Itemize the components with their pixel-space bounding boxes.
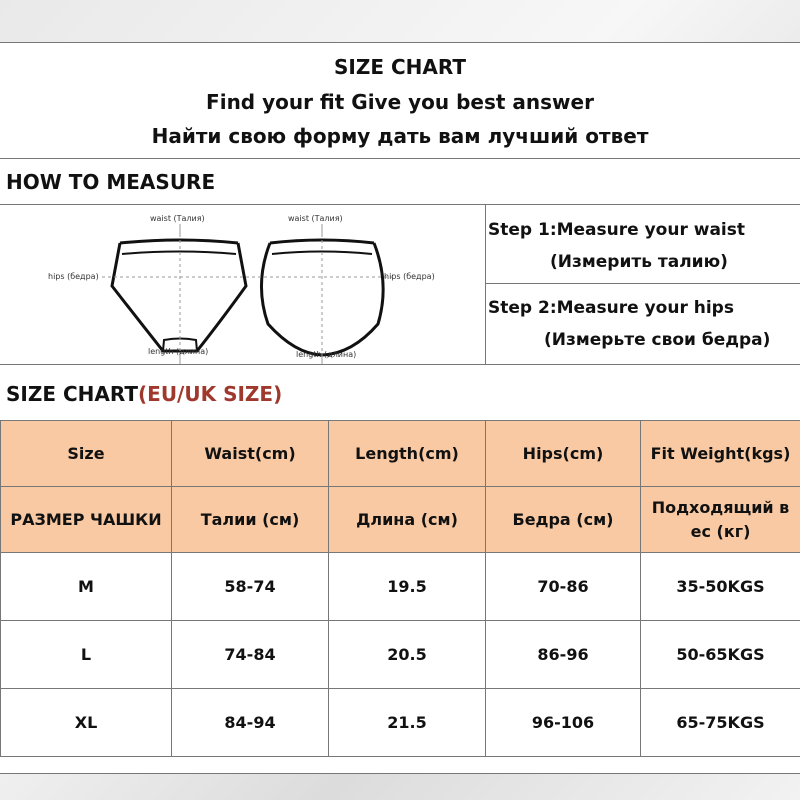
size-chart-label-region: (EU/UK SIZE) <box>138 382 283 406</box>
subtitle-russian: Найти свою форму дать вам лучший ответ <box>151 124 649 148</box>
column-header: Length(cm) <box>329 421 486 487</box>
page-title: SIZE CHART <box>333 55 466 79</box>
column-header: Длина (см) <box>329 487 486 553</box>
column-header: Fit Weight(kgs) <box>641 421 800 487</box>
column-header: Бедра (см) <box>486 487 641 553</box>
column-header: Талии (см) <box>172 487 329 553</box>
table-cell: 35-50KGS <box>641 553 800 621</box>
table-cell: L <box>1 621 172 689</box>
table-cell: 21.5 <box>329 689 486 757</box>
table-header-russian <box>1 487 800 553</box>
table-cell: 65-75KGS <box>641 689 800 757</box>
subtitle-english: Find your fit Give you best answer <box>206 90 594 114</box>
underwear-diagram-icon <box>0 204 485 364</box>
header <box>0 43 800 159</box>
table-header-english <box>1 421 800 487</box>
table-cell: 74-84 <box>172 621 329 689</box>
measurement-diagram <box>0 204 486 364</box>
step-2-translation: (Измерьте свои бедра) <box>544 330 771 350</box>
table-cell: 96-106 <box>486 689 641 757</box>
size-chart-label-row <box>0 364 800 421</box>
table-cell: 50-65KGS <box>641 621 800 689</box>
waist-label-back: waist (Талия) <box>288 214 343 223</box>
column-header: Waist(cm) <box>172 421 329 487</box>
hips-label-back: hips (бедра) <box>384 272 435 281</box>
how-to-measure-heading: HOW TO MEASURE <box>6 170 216 194</box>
table-cell: 86-96 <box>486 621 641 689</box>
waist-label-front: waist (Талия) <box>150 214 205 223</box>
table-row <box>1 689 800 757</box>
table-cell: XL <box>1 689 172 757</box>
how-to-measure-row <box>0 158 800 205</box>
table-row <box>1 621 800 689</box>
measure-section <box>0 204 800 365</box>
table-cell: 19.5 <box>329 553 486 621</box>
table-cell: 84-94 <box>172 689 329 757</box>
steps-divider <box>486 283 800 284</box>
length-label-back: length (длина) <box>296 350 357 359</box>
length-label-front: length (длина) <box>148 347 209 356</box>
measure-steps <box>486 204 800 364</box>
table-row <box>1 553 800 621</box>
column-header: Подходящий в ес (кг) <box>641 487 800 553</box>
table-cell: 20.5 <box>329 621 486 689</box>
step-1-text: Step 1:Measure your waist <box>488 220 746 240</box>
column-header: РАЗМЕР ЧАШКИ <box>1 487 172 553</box>
size-chart-label-main: SIZE CHART <box>6 382 139 406</box>
step-2-text: Step 2:Measure your hips <box>488 298 734 318</box>
size-chart-sheet <box>0 42 800 774</box>
table-cell: 70-86 <box>486 553 641 621</box>
step-1-translation: (Измерить талию) <box>550 252 728 272</box>
column-header: Hips(cm) <box>486 421 641 487</box>
hips-label-front: hips (бедра) <box>48 272 99 281</box>
size-table <box>0 420 800 757</box>
column-header: Size <box>1 421 172 487</box>
table-cell: M <box>1 553 172 621</box>
size-chart-label <box>6 382 282 406</box>
table-cell: 58-74 <box>172 553 329 621</box>
